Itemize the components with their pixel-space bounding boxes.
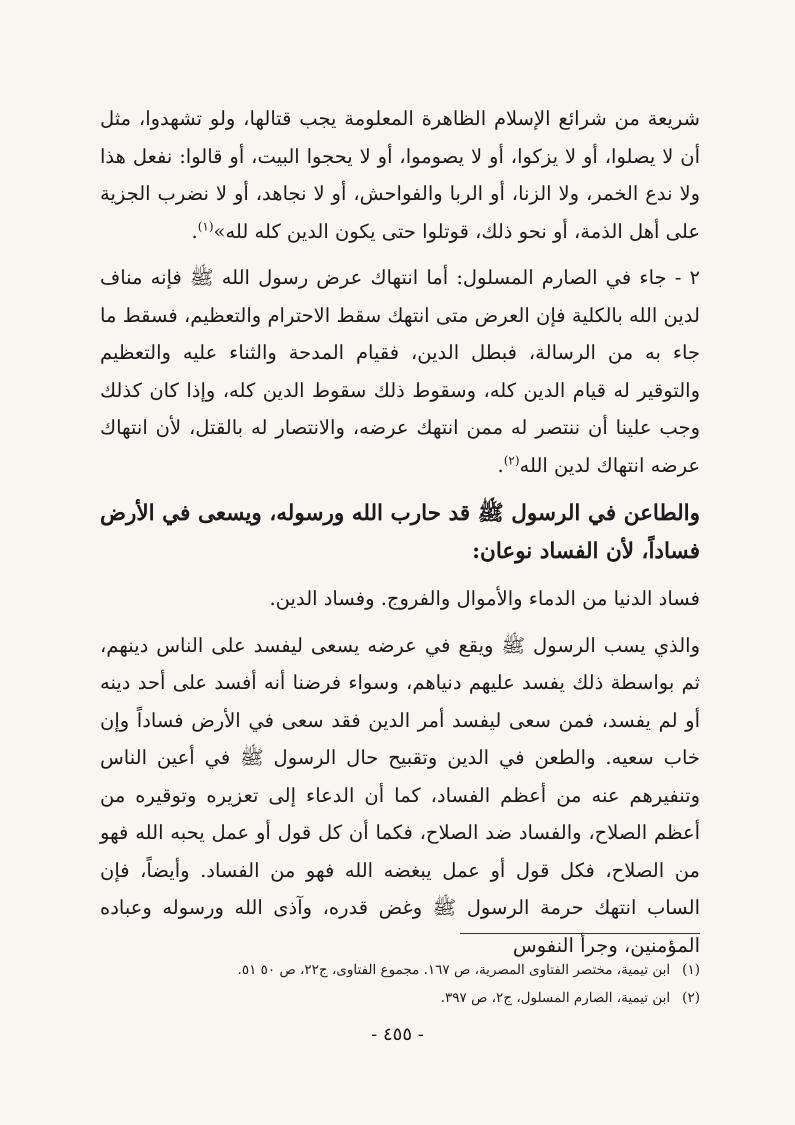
footnote-2-number: (٢) xyxy=(682,990,700,1006)
footnote-1-text: ابن تيمية، مختصر الفتاوى المصرية، ص ١٦٧. مجموع الفتاوى، ج٢٢، ص ٥٠ ٥١. xyxy=(237,962,671,978)
paragraph-1-text: شريعة من شرائع الإسلام الظاهرة المعلومة يجب قتالها، ولو تشهدوا، مثل أن لا يصلوا، أو لا يزكوا، أو لا يصوموا، أو لا يحجوا البيت، أو قالوا: نفعل هذا ولا ندع الخمر، ولا الزنا، أو الربا والفواحش، أو لا نجاهد، أو لا نضرب الجزية على أهل الذمة، أو نحو ذلك، قوتلوا حتى يكون الدين كله لله» xyxy=(100,107,700,243)
footnote-ref-1[interactable]: (١) xyxy=(197,219,214,233)
paragraph-4: والذي يسب الرسول ﷺ ويقع في عرضه يسعى ليفسد على الناس دينهم، ثم بواسطة ذلك يفسد عليهم دنياهم، وسواء فرضنا أنه أفسد على أحد دينه أو لم يفسد، فمن سعى ليفسد أمر الدين فقد سعى في الأرض فساداً وإن خاب سعيه. والطعن في الدين وتقبيح حال الرسول ﷺ في أعين الناس وتنفيرهم عنه من أعظم الفساد، كما أن الدعاء إلى تعزيره وتوقيره من أعظم الصلاح، والفساد ضد الصلاح، فكما أن كل قول أو عمل يحبه الله فهو من الصلاح، فكل قول أو عمل يبغضه الله فهو من الفساد. وأيضاً، فإن الساب انتهك حرمة الرسول ﷺ وغض قدره، وآذى الله ورسوله وعباده المؤمنين، وجرأ النفوس xyxy=(100,633,700,957)
footnote-1-number: (١) xyxy=(682,962,700,978)
footnote-2 xyxy=(100,984,700,1012)
paragraph-1-end: . xyxy=(191,219,198,243)
section-heading: والطاعن في الرسول ﷺ قد حارب الله ورسوله، ويسعى في الأرض فساداً، لأن الفساد نوعان: xyxy=(100,501,700,564)
footnote-1 xyxy=(100,956,700,984)
paragraph-2 xyxy=(100,259,700,484)
footnote-2-text: ابن تيمية، الصارم المسلول، ج٢، ص ٣٩٧. xyxy=(440,990,671,1006)
footnotes xyxy=(100,956,700,1012)
paragraph-3: فساد الدنيا من الدماء والأموال والفروج. وفساد الدين. xyxy=(269,587,700,610)
footnote-ref-2[interactable]: (٢) xyxy=(503,453,520,467)
paragraph-1 xyxy=(100,100,700,250)
paragraph-2-text: ٢ - جاء في الصارم المسلول: أما انتهاك عرض رسول الله ﷺ فإنه مناف لدين الله بالكلية فإن العرض متى انتهك سقط الاحترام والتعظيم، فسقط ما جاء به من الرسالة، فبطل الدين، فقيام المدحة والثناء عليه والتعظيم والتوقير له قيام الدين كله، وسقوط ذلك سقوط الدين كله، وإذا كان كذلك وجب علينا أن ننتصر له ممن انتهك عرضه، والانتصار له بالقتل، لأن انتهاك عرضه انتهاك لدين الله xyxy=(100,266,700,477)
page-number: - ٤٥٥ - xyxy=(371,1024,424,1045)
footnote-separator xyxy=(460,933,700,934)
paragraph-2-end: . xyxy=(497,453,504,477)
